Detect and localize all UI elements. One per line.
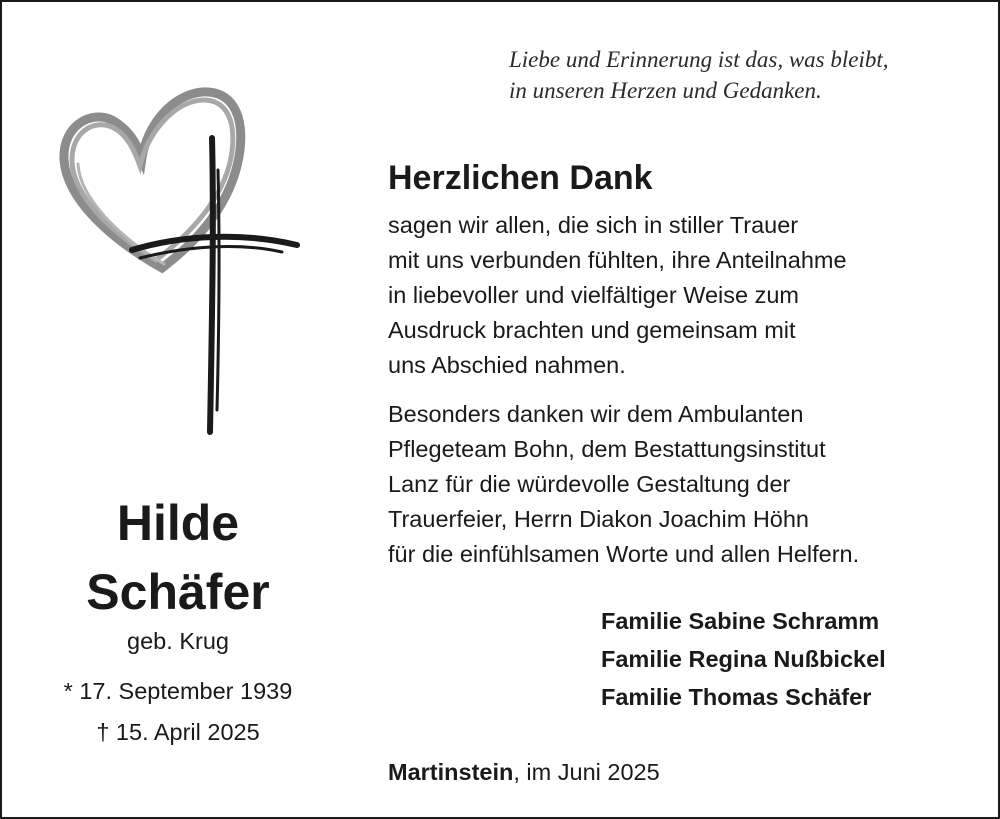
born-name: geb. Krug bbox=[127, 628, 229, 654]
text-line: uns Abschied nahmen. bbox=[388, 352, 626, 378]
family-name: Familie Sabine Schramm bbox=[601, 608, 880, 634]
text-line: in liebevoller und vielfältiger Weise zum bbox=[388, 282, 800, 308]
quote-line-1: Liebe und Erinnerung ist das, was bleibt, bbox=[509, 47, 889, 72]
text-line: Lanz für die würdevolle Gestaltung der bbox=[388, 471, 791, 497]
text-line: Besonders danken wir dem Ambulanten bbox=[388, 401, 804, 427]
quote bbox=[509, 44, 889, 106]
text-line: Trauerfeier, Herrn Diakon Joachim Höhn bbox=[388, 506, 810, 532]
family-name: Familie Regina Nußbickel bbox=[601, 646, 886, 672]
family-name: Familie Thomas Schäfer bbox=[601, 684, 872, 710]
text-line: mit uns verbunden fühlten, ihre Anteilnahme bbox=[388, 247, 847, 273]
heading: Herzlichen Dank bbox=[388, 159, 653, 197]
text-line: Pflegeteam Bohn, dem Bestattungsinstitut bbox=[388, 436, 826, 462]
death-date: † 15. April 2025 bbox=[96, 719, 260, 745]
place-date-text: , im Juni 2025 bbox=[513, 759, 660, 785]
deceased-first-name: Hilde bbox=[116, 495, 240, 551]
heart-cross-icon bbox=[52, 80, 312, 440]
text-line: für die einfühlsamen Worte und allen Helfern. bbox=[388, 541, 860, 567]
place-date bbox=[388, 759, 660, 786]
text-line: sagen wir allen, die sich in stiller Trauer bbox=[388, 212, 799, 238]
quote-line-2: in unseren Herzen und Gedanken. bbox=[509, 78, 822, 103]
thanks-paragraph bbox=[388, 208, 847, 383]
family-signatures bbox=[601, 602, 886, 716]
text-line: Ausdruck brachten und gemeinsam mit bbox=[388, 317, 796, 343]
special-thanks-paragraph bbox=[388, 397, 859, 572]
place-town: Martinstein bbox=[388, 759, 514, 785]
birth-date: * 17. September 1939 bbox=[63, 678, 293, 704]
deceased-last-name: Schäfer bbox=[86, 564, 270, 620]
